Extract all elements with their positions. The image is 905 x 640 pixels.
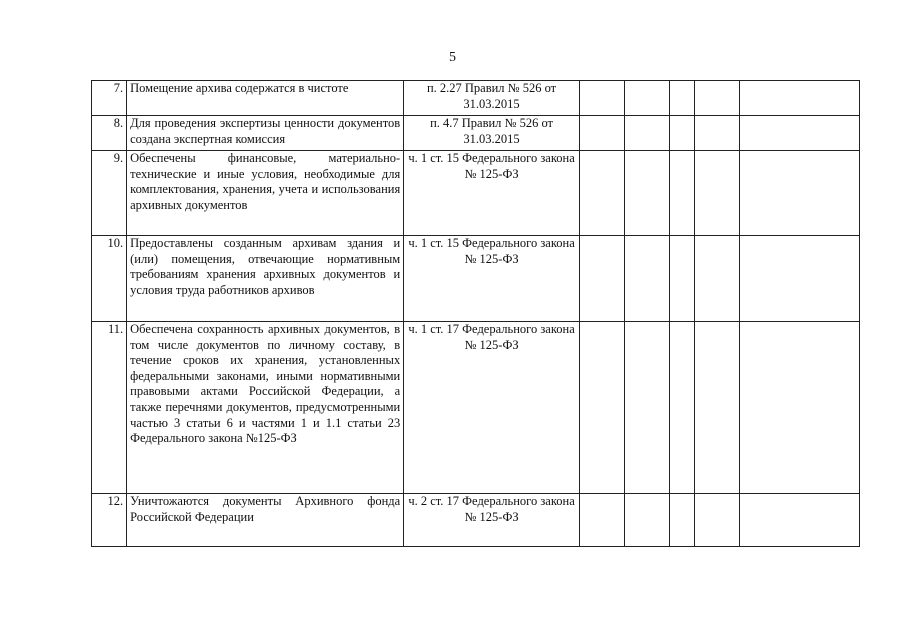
blank-cell: [625, 494, 670, 547]
requirement-cell: Для проведения экспертизы ценности документов создана экспертная комиссия: [127, 116, 404, 151]
row-number: 8.: [92, 116, 127, 151]
table-row: [92, 494, 860, 547]
table-row: [92, 81, 860, 116]
reference-cell: ч. 1 ст. 15 Федерального закона № 125-ФЗ: [404, 151, 580, 236]
reference-cell: п. 2.27 Правил № 526 от 31.03.2015: [404, 81, 580, 116]
blank-cell: [625, 116, 670, 151]
blank-cell: [695, 236, 740, 322]
requirement-cell: Уничтожаются документы Архивного фонда Российской Федерации: [127, 494, 404, 547]
blank-cell: [740, 116, 860, 151]
blank-cell: [740, 151, 860, 236]
blank-cell: [670, 116, 695, 151]
blank-cell: [579, 494, 624, 547]
blank-cell: [579, 322, 624, 494]
blank-cell: [670, 322, 695, 494]
reference-cell: ч. 1 ст. 17 Федерального закона № 125-ФЗ: [404, 322, 580, 494]
row-number: 9.: [92, 151, 127, 236]
blank-cell: [579, 151, 624, 236]
reference-cell: п. 4.7 Правил № 526 от 31.03.2015: [404, 116, 580, 151]
table-row: [92, 151, 860, 236]
blank-cell: [695, 151, 740, 236]
reference-cell: ч. 2 ст. 17 Федерального закона № 125-ФЗ: [404, 494, 580, 547]
checklist-table: [91, 80, 860, 547]
blank-cell: [625, 236, 670, 322]
blank-cell: [625, 81, 670, 116]
blank-cell: [670, 236, 695, 322]
requirement-cell: Обеспечены финансовые, материально-технические и иные условия, необходимые для комплектования, хранения, учета и использования архивных документов: [127, 151, 404, 236]
page-number: 5: [449, 50, 456, 65]
blank-cell: [740, 236, 860, 322]
blank-cell: [740, 81, 860, 116]
blank-cell: [740, 494, 860, 547]
blank-cell: [625, 322, 670, 494]
row-number: 12.: [92, 494, 127, 547]
blank-cell: [579, 236, 624, 322]
row-number: 11.: [92, 322, 127, 494]
blank-cell: [625, 151, 670, 236]
blank-cell: [695, 494, 740, 547]
blank-cell: [579, 116, 624, 151]
row-number: 7.: [92, 81, 127, 116]
blank-cell: [670, 81, 695, 116]
table-row: [92, 236, 860, 322]
requirement-cell: Помещение архива содержатся в чистоте: [127, 81, 404, 116]
blank-cell: [695, 116, 740, 151]
blank-cell: [670, 494, 695, 547]
blank-cell: [695, 322, 740, 494]
blank-cell: [670, 151, 695, 236]
blank-cell: [695, 81, 740, 116]
requirement-cell: Обеспечена сохранность архивных документов, в том числе документов по личному составу, в течение сроков их хранения, установленных федеральными законами, иными нормативными правовыми актами Российской Федерации, а также перечнями документов, предусмотренными частью 3 статьи 6 и частями 1 и 1.1 статьи 23 Федерального закона №125-ФЗ: [127, 322, 404, 494]
blank-cell: [740, 322, 860, 494]
table-row: [92, 116, 860, 151]
reference-cell: ч. 1 ст. 15 Федерального закона № 125-ФЗ: [404, 236, 580, 322]
blank-cell: [579, 81, 624, 116]
requirement-cell: Предоставлены созданным архивам здания и (или) помещения, отвечающие нормативным требованиям хранения архивных документов и условия труда работников архивов: [127, 236, 404, 322]
table-row: [92, 322, 860, 494]
row-number: 10.: [92, 236, 127, 322]
